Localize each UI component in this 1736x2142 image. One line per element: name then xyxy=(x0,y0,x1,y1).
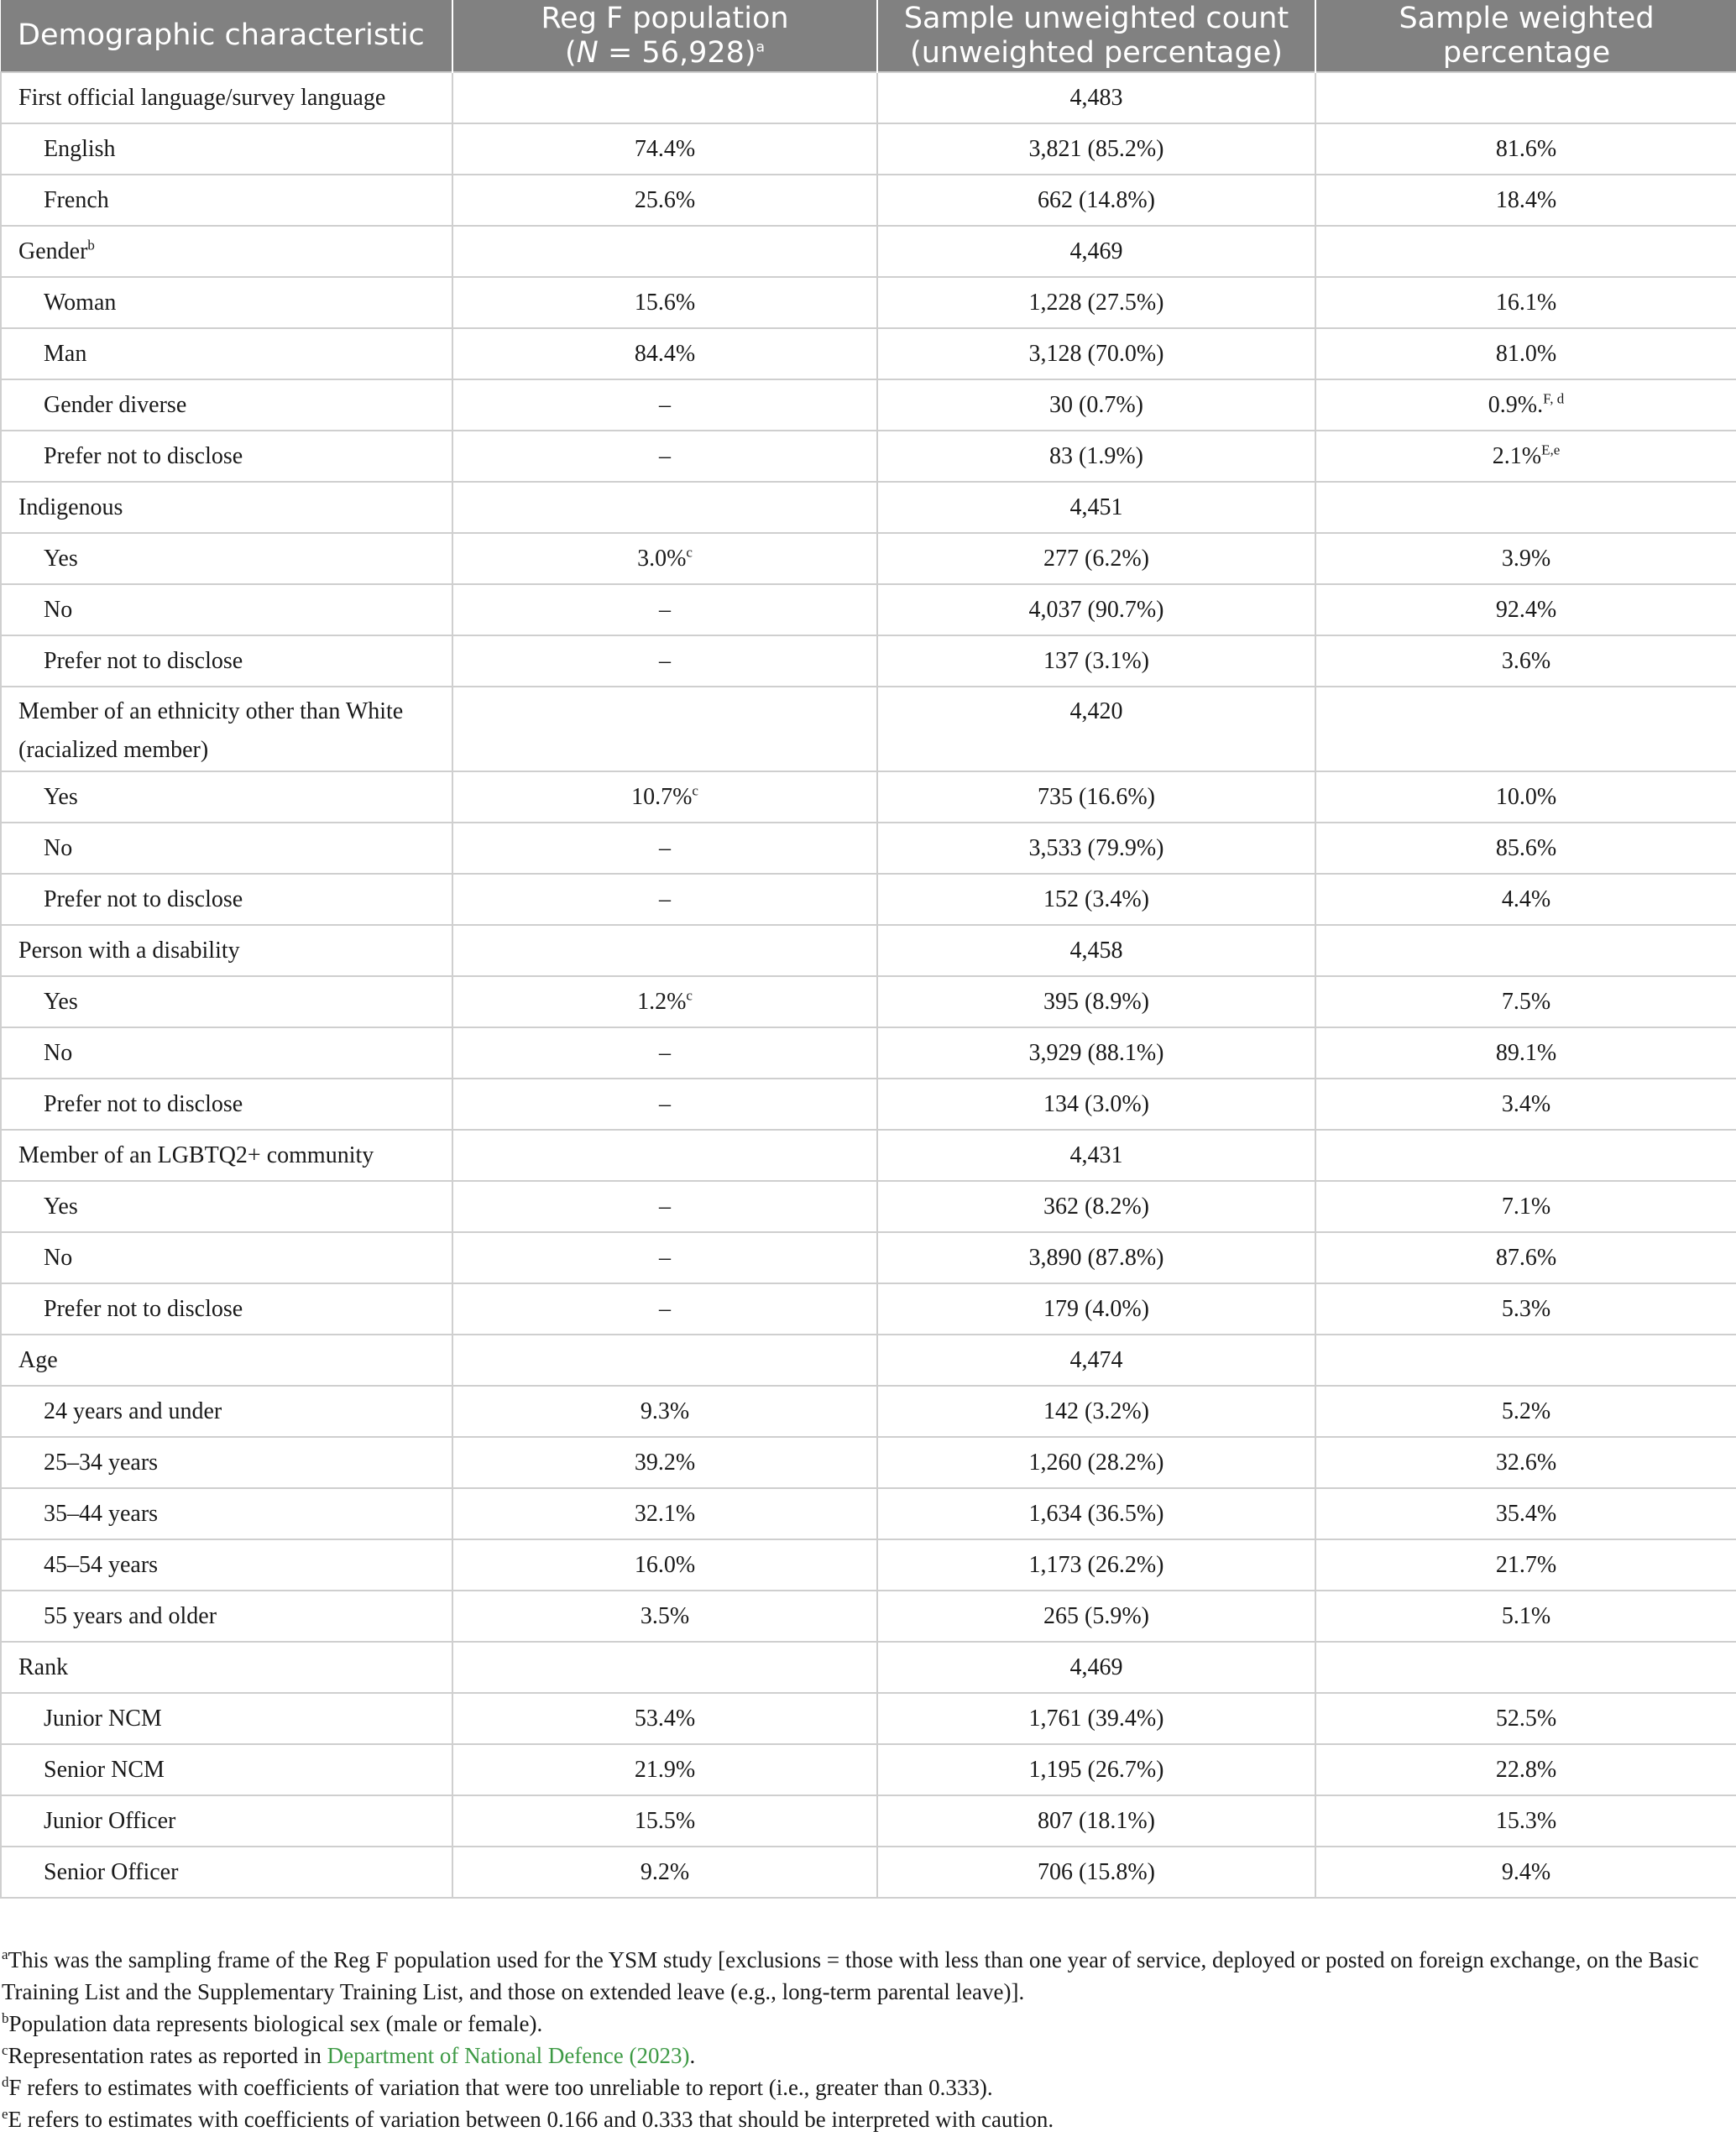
population-cell: 9.3% xyxy=(452,1386,877,1437)
unweighted-count-cell: 1,634 (36.5%) xyxy=(877,1488,1315,1539)
unweighted-count-cell: 3,533 (79.9%) xyxy=(877,823,1315,874)
row-label: Junior NCM xyxy=(1,1693,452,1744)
category-row xyxy=(1,1642,1736,1693)
table-row xyxy=(1,533,1736,584)
table-row xyxy=(1,771,1736,823)
weighted-percentage-cell: 35.4% xyxy=(1315,1488,1736,1539)
population-cell: – xyxy=(452,635,877,687)
row-label: 25–34 years xyxy=(1,1437,452,1488)
table-row xyxy=(1,431,1736,482)
weighted-percentage-cell: 7.5% xyxy=(1315,976,1736,1027)
weighted-percentage-cell: 15.3% xyxy=(1315,1795,1736,1847)
unweighted-count-cell: 1,173 (26.2%) xyxy=(877,1539,1315,1591)
row-label: Indigenous xyxy=(1,482,452,533)
row-label: First official language/survey language xyxy=(1,72,452,123)
row-label: Yes xyxy=(1,771,452,823)
population-cell: – xyxy=(452,379,877,431)
header-population-line2: (N = 56,928)$^a$ xyxy=(565,35,765,70)
population-cell: 15.6% xyxy=(452,277,877,328)
table-row xyxy=(1,1693,1736,1744)
unweighted-count-cell: 83 (1.9%) xyxy=(877,431,1315,482)
row-label: Gender diverse xyxy=(1,379,452,431)
population-cell xyxy=(452,1130,877,1181)
unweighted-count-cell: 134 (3.0%) xyxy=(877,1079,1315,1130)
row-label: Prefer not to disclose xyxy=(1,1283,452,1335)
unweighted-count-cell: 4,451 xyxy=(877,482,1315,533)
row-label: 35–44 years xyxy=(1,1488,452,1539)
row-label: Yes xyxy=(1,976,452,1027)
unweighted-count-cell: 662 (14.8%) xyxy=(877,175,1315,226)
table-row xyxy=(1,976,1736,1027)
table-row xyxy=(1,1232,1736,1283)
weighted-percentage-cell: 3.9% xyxy=(1315,533,1736,584)
footnote-d: $^d$F refers to estimates with coefficients of variation that were too unreliable to report (i.e., greater than 0.333). xyxy=(2,2074,993,2100)
weighted-percentage-cell xyxy=(1315,1642,1736,1693)
row-label: Prefer not to disclose xyxy=(1,431,452,482)
population-cell: – xyxy=(452,1027,877,1079)
weighted-percentage-cell: 3.6% xyxy=(1315,635,1736,687)
citation-link[interactable]: Department of National Defence (2023) xyxy=(327,2043,690,2068)
table-row xyxy=(1,1795,1736,1847)
table-row xyxy=(1,1488,1736,1539)
unweighted-count-cell: 1,260 (28.2%) xyxy=(877,1437,1315,1488)
table-row xyxy=(1,1181,1736,1232)
unweighted-count-cell: 3,128 (70.0%) xyxy=(877,328,1315,379)
population-cell: 25.6% xyxy=(452,175,877,226)
unweighted-count-cell: 137 (3.1%) xyxy=(877,635,1315,687)
weighted-percentage-cell: 3.4% xyxy=(1315,1079,1736,1130)
header-demographic: Demographic characteristic xyxy=(1,0,452,72)
row-label: Yes xyxy=(1,1181,452,1232)
population-cell: 3.5% xyxy=(452,1591,877,1642)
row-label: 24 years and under xyxy=(1,1386,452,1437)
table-row xyxy=(1,1027,1736,1079)
table-row xyxy=(1,123,1736,175)
row-label: Prefer not to disclose xyxy=(1,635,452,687)
category-row xyxy=(1,72,1736,123)
weighted-percentage-cell: 5.1% xyxy=(1315,1591,1736,1642)
population-cell xyxy=(452,226,877,277)
table-row xyxy=(1,1437,1736,1488)
table-row xyxy=(1,584,1736,635)
unweighted-count-cell: 4,474 xyxy=(877,1335,1315,1386)
table-row xyxy=(1,1847,1736,1898)
weighted-percentage-cell: 5.3% xyxy=(1315,1283,1736,1335)
population-cell: – xyxy=(452,823,877,874)
unweighted-count-cell: 735 (16.6%) xyxy=(877,771,1315,823)
weighted-percentage-cell: 5.2% xyxy=(1315,1386,1736,1437)
unweighted-count-cell: 4,037 (90.7%) xyxy=(877,584,1315,635)
weighted-percentage-cell: 81.6% xyxy=(1315,123,1736,175)
weighted-percentage-cell: 21.7% xyxy=(1315,1539,1736,1591)
row-label: Age xyxy=(1,1335,452,1386)
row-label: Junior Officer xyxy=(1,1795,452,1847)
weighted-percentage-cell: 10.0% xyxy=(1315,771,1736,823)
row-label: Man xyxy=(1,328,452,379)
weighted-percentage-cell: 87.6% xyxy=(1315,1232,1736,1283)
population-cell: 1.2%$^c$ xyxy=(452,976,877,1027)
row-label: Member of an ethnicity other than White (racialized member) xyxy=(1,687,452,771)
row-label: Senior NCM xyxy=(1,1744,452,1795)
table-row xyxy=(1,823,1736,874)
population-cell xyxy=(452,1335,877,1386)
header-population-line1: Reg F population xyxy=(541,1,789,35)
unweighted-count-cell: 4,431 xyxy=(877,1130,1315,1181)
population-cell: – xyxy=(452,1079,877,1130)
table-footnotes xyxy=(0,1944,1736,2135)
population-cell: – xyxy=(452,584,877,635)
weighted-percentage-cell xyxy=(1315,482,1736,533)
row-label: Person with a disability xyxy=(1,925,452,976)
weighted-percentage-cell: 89.1% xyxy=(1315,1027,1736,1079)
population-cell: 10.7%$^c$ xyxy=(452,771,877,823)
header-population-n: N xyxy=(576,35,599,70)
weighted-percentage-cell: 4.4% xyxy=(1315,874,1736,925)
category-row xyxy=(1,1335,1736,1386)
unweighted-count-cell: 4,483 xyxy=(877,72,1315,123)
table-row xyxy=(1,328,1736,379)
category-row xyxy=(1,925,1736,976)
weighted-percentage-cell: 2.1%$^{E,e}$ xyxy=(1315,431,1736,482)
weighted-percentage-cell: 0.9%.$^{F, d}$ xyxy=(1315,379,1736,431)
unweighted-count-cell: 4,469 xyxy=(877,226,1315,277)
weighted-percentage-cell: 22.8% xyxy=(1315,1744,1736,1795)
header-weighted: Sample weighted percentage xyxy=(1315,0,1736,72)
population-cell: 15.5% xyxy=(452,1795,877,1847)
population-cell: 84.4% xyxy=(452,328,877,379)
weighted-percentage-cell xyxy=(1315,925,1736,976)
population-cell: – xyxy=(452,431,877,482)
weighted-percentage-cell: 32.6% xyxy=(1315,1437,1736,1488)
unweighted-count-cell: 1,195 (26.7%) xyxy=(877,1744,1315,1795)
population-cell xyxy=(452,687,877,771)
unweighted-count-cell: 3,890 (87.8%) xyxy=(877,1232,1315,1283)
footnote-a: $^a$This was the sampling frame of the Reg F population used for the YSM study [exclusions = those with less than one year of service, deployed or posted on foreign exchange, on the Basic xyxy=(2,1946,1699,1972)
header-unweighted: Sample unweighted count (unweighted percentage) xyxy=(877,0,1315,72)
row-label: Prefer not to disclose xyxy=(1,874,452,925)
row-label: English xyxy=(1,123,452,175)
row-label: No xyxy=(1,1232,452,1283)
population-cell: 74.4% xyxy=(452,123,877,175)
category-row xyxy=(1,687,1736,771)
population-cell: 21.9% xyxy=(452,1744,877,1795)
table-header xyxy=(1,0,1736,72)
row-label: Yes xyxy=(1,533,452,584)
unweighted-count-cell: 4,469 xyxy=(877,1642,1315,1693)
weighted-percentage-cell: 85.6% xyxy=(1315,823,1736,874)
row-label: Gender$^b$ xyxy=(1,226,452,277)
table-row xyxy=(1,635,1736,687)
footnote-c: $^c$Representation rates as reported in Department of National Defence (2023). xyxy=(2,2042,696,2068)
weighted-percentage-cell: 16.1% xyxy=(1315,277,1736,328)
table-row xyxy=(1,379,1736,431)
header-population xyxy=(452,0,877,72)
unweighted-count-cell: 395 (8.9%) xyxy=(877,976,1315,1027)
row-label: No xyxy=(1,1027,452,1079)
unweighted-count-cell: 362 (8.2%) xyxy=(877,1181,1315,1232)
table-row xyxy=(1,1079,1736,1130)
row-label: Member of an LGBTQ2+ community xyxy=(1,1130,452,1181)
weighted-percentage-cell: 92.4% xyxy=(1315,584,1736,635)
population-cell: – xyxy=(452,1181,877,1232)
footnote-b: $^b$Population data represents biological sex (male or female). xyxy=(2,2010,543,2036)
weighted-percentage-cell: 7.1% xyxy=(1315,1181,1736,1232)
weighted-percentage-cell: 52.5% xyxy=(1315,1693,1736,1744)
table-row xyxy=(1,1539,1736,1591)
unweighted-count-cell: 277 (6.2%) xyxy=(877,533,1315,584)
population-cell xyxy=(452,72,877,123)
table-row xyxy=(1,277,1736,328)
unweighted-count-cell: 1,228 (27.5%) xyxy=(877,277,1315,328)
population-cell: 39.2% xyxy=(452,1437,877,1488)
population-cell: 9.2% xyxy=(452,1847,877,1898)
table-body xyxy=(1,72,1736,1898)
row-label: Prefer not to disclose xyxy=(1,1079,452,1130)
unweighted-count-cell: 3,929 (88.1%) xyxy=(877,1027,1315,1079)
footnote-a-continued: Training List and the Supplementary Training List, and those on extended leave (e.g., long-term parental leave)]. xyxy=(2,1979,1025,2004)
row-label: French xyxy=(1,175,452,226)
population-cell: 16.0% xyxy=(452,1539,877,1591)
table-row xyxy=(1,175,1736,226)
table-row xyxy=(1,1386,1736,1437)
category-row xyxy=(1,1130,1736,1181)
population-cell: 32.1% xyxy=(452,1488,877,1539)
unweighted-count-cell: 4,458 xyxy=(877,925,1315,976)
unweighted-count-cell: 152 (3.4%) xyxy=(877,874,1315,925)
weighted-percentage-cell xyxy=(1315,1335,1736,1386)
table-row xyxy=(1,1744,1736,1795)
population-cell xyxy=(452,1642,877,1693)
unweighted-count-cell: 807 (18.1%) xyxy=(877,1795,1315,1847)
population-cell: – xyxy=(452,1232,877,1283)
row-label: 45–54 years xyxy=(1,1539,452,1591)
row-label: Rank xyxy=(1,1642,452,1693)
table-row xyxy=(1,1283,1736,1335)
row-label: 55 years and older xyxy=(1,1591,452,1642)
unweighted-count-cell: 30 (0.7%) xyxy=(877,379,1315,431)
row-label: Woman xyxy=(1,277,452,328)
table-row xyxy=(1,874,1736,925)
population-cell: 53.4% xyxy=(452,1693,877,1744)
unweighted-count-cell: 265 (5.9%) xyxy=(877,1591,1315,1642)
population-cell: 3.0%$^c$ xyxy=(452,533,877,584)
weighted-percentage-cell: 9.4% xyxy=(1315,1847,1736,1898)
unweighted-count-cell: 3,821 (85.2%) xyxy=(877,123,1315,175)
category-row xyxy=(1,226,1736,277)
weighted-percentage-cell xyxy=(1315,687,1736,771)
population-cell xyxy=(452,925,877,976)
population-cell: – xyxy=(452,1283,877,1335)
unweighted-count-cell: 4,420 xyxy=(877,687,1315,771)
weighted-percentage-cell: 18.4% xyxy=(1315,175,1736,226)
unweighted-count-cell: 1,761 (39.4%) xyxy=(877,1693,1315,1744)
row-label: Senior Officer xyxy=(1,1847,452,1898)
footnote-e: $^e$E refers to estimates with coefficients of variation between 0.166 and 0.333 that should be interpreted with caution. xyxy=(2,2106,1054,2132)
population-cell: – xyxy=(452,874,877,925)
weighted-percentage-cell xyxy=(1315,1130,1736,1181)
table-row xyxy=(1,1591,1736,1642)
row-label: No xyxy=(1,584,452,635)
row-label: No xyxy=(1,823,452,874)
weighted-percentage-cell xyxy=(1315,226,1736,277)
category-row xyxy=(1,482,1736,533)
unweighted-count-cell: 706 (15.8%) xyxy=(877,1847,1315,1898)
weighted-percentage-cell: 81.0% xyxy=(1315,328,1736,379)
header-row xyxy=(1,0,1736,72)
population-cell xyxy=(452,482,877,533)
unweighted-count-cell: 142 (3.2%) xyxy=(877,1386,1315,1437)
weighted-percentage-cell xyxy=(1315,72,1736,123)
unweighted-count-cell: 179 (4.0%) xyxy=(877,1283,1315,1335)
